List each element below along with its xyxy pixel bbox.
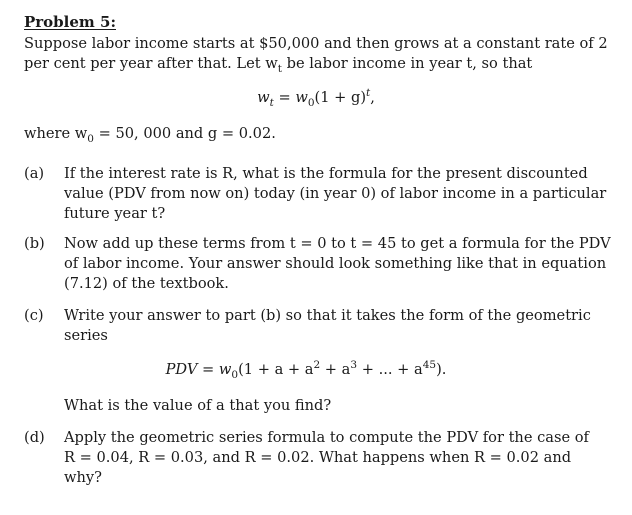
intro-line-2-text: per cent per year after that. Let w (24, 55, 278, 72)
part-a-line: If the interest rate is R, what is the formula for the present discounted (64, 165, 588, 182)
eq2-mid1: + a (320, 361, 351, 378)
intro-line-2-subscript: t (277, 62, 282, 75)
part-d-line: why? (64, 469, 102, 486)
part-a-line: value (PDV from now on) today (in year 0) of labor income in a particular (64, 185, 607, 202)
eq1-rhs-sub: 0 (307, 96, 315, 109)
part-c-body (64, 306, 591, 346)
geometric-series-equation (0, 360, 622, 380)
intro-line-2-rest: be labor income in year t, so that (281, 55, 533, 72)
part-b-line: Now add up these terms from t = 0 to t = 45 to get a formula for the PDV (64, 235, 611, 252)
eq1-lhs-sub: t (269, 96, 274, 109)
eq1-rhs-w: w (295, 89, 308, 106)
intro-line-2 (24, 54, 584, 74)
part-d-line: Apply the geometric series formula to compute the PDV for the case of (64, 429, 589, 446)
eq2-w: w (218, 361, 232, 378)
part-d-label: (d) (24, 429, 45, 446)
part-a-body (64, 164, 607, 224)
part-c-line: series (64, 327, 108, 344)
eq2-equals: = (197, 361, 219, 378)
part-c-label: (c) (24, 307, 44, 324)
eq2-mid2: + ... + a (357, 361, 423, 378)
eq2-close: ). (436, 361, 447, 378)
part-b-label: (b) (24, 235, 45, 252)
eq2-exp3: 3 (350, 359, 358, 372)
part-d-body (64, 428, 589, 488)
eq1-tail: , (370, 89, 375, 106)
part-c-after-body (64, 396, 564, 416)
problem-title: Problem 5: (24, 13, 116, 31)
problem-intro (24, 34, 608, 75)
intro-line-1: Suppose labor income starts at $50,000 and then grows at a constant rate of 2 (24, 35, 608, 52)
part-c-line: Write your answer to part (b) so that it takes the form of the geometric (64, 307, 591, 324)
part-c-question: What is the value of a that you find? (64, 397, 332, 414)
where-prefix: where w (24, 125, 88, 142)
eq1-rhs-paren: (1 + g) (314, 89, 367, 106)
income-equation (0, 88, 632, 108)
eq1-rhs-exp: t (366, 87, 371, 100)
eq1-equals: = (273, 89, 296, 106)
part-d-line: R = 0.04, R = 0.03, and R = 0.02. What happens when R = 0.02 and (64, 449, 572, 466)
eq2-exp2: 2 (313, 359, 321, 372)
eq2-lhs: PDV (165, 361, 198, 378)
eq2-w-sub: 0 (231, 368, 239, 381)
eq2-exp45: 45 (422, 359, 437, 372)
eq1-lhs: w (257, 89, 270, 106)
where-clause (24, 124, 584, 144)
part-b-body (64, 234, 611, 294)
eq2-open: (1 + a + a (238, 361, 314, 378)
part-b-line: (7.12) of the textbook. (64, 275, 229, 292)
where-rest: = 50, 000 and g = 0.02. (93, 125, 276, 142)
part-a-line: future year t? (64, 205, 166, 222)
part-a-label: (a) (24, 165, 45, 182)
part-b-line: of labor income. Your answer should look something like that in equation (64, 255, 607, 272)
where-sub: 0 (87, 132, 94, 145)
